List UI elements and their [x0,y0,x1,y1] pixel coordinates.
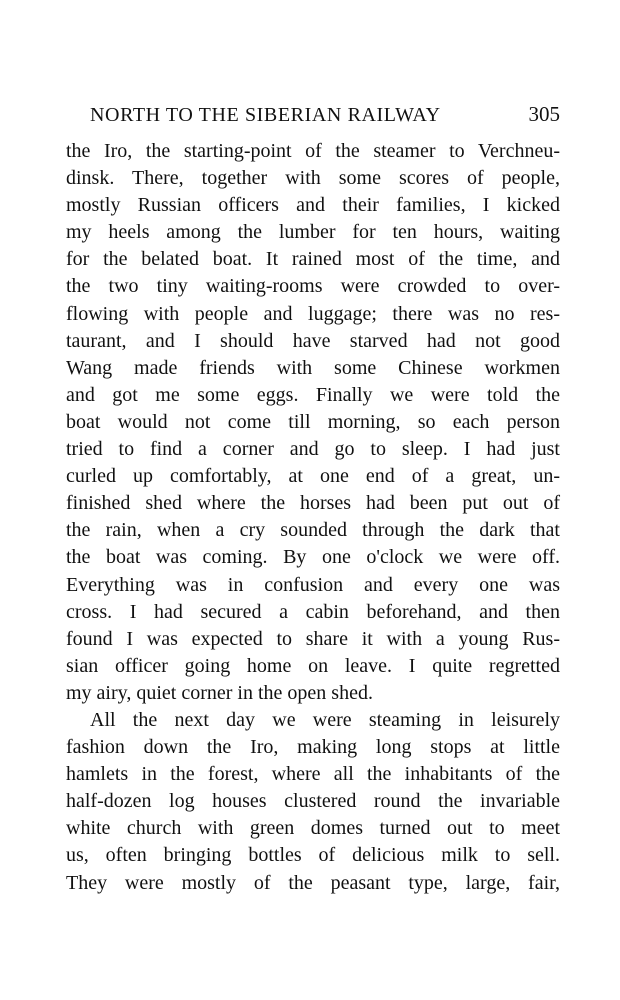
text-line: found I was expected to share it with a young Rus- [66,627,560,650]
text-line: the Iro, the starting-point of the steamer to Verchneu- [66,140,560,162]
text-line: All the next day we were steaming in leisurely [90,708,560,731]
text-line: my heels among the lumber for ten hours, waiting [66,221,560,244]
paragraph-1 [66,138,560,707]
text-line: curled up comfortably, at one end of a great, un- [66,465,560,488]
text-line: tried to find a corner and go to sleep. I had just [66,438,560,461]
text-line: flowing with people and luggage; there was no res- [66,302,560,325]
text-line: finished shed where the horses had been put out of [66,492,560,515]
paragraph-2 [66,707,560,897]
text-line: sian officer going home on leave. I quite regretted [66,654,560,677]
text-line: the rain, when a cry sounded through the dark that [66,519,560,542]
body-text [66,138,560,897]
text-line: white church with green domes turned out to meet [66,817,560,840]
text-line: They were mostly of the peasant type, large, fair, [66,871,560,894]
text-line: dinsk. There, together with some scores of people, [66,167,560,190]
text-line: the boat was coming. By one o'clock we were off. [66,546,560,569]
text-line: us, often bringing bottles of delicious milk to sell. [66,844,560,867]
text-line: taurant, and I should have starved had not good [66,329,560,352]
text-line: Wang made friends with some Chinese workmen [66,356,560,379]
text-line: for the belated boat. It rained most of the time, and [66,248,560,271]
running-title: NORTH TO THE SIBERIAN RAILWAY [90,104,441,126]
text-line: my airy, quiet corner in the open shed. [66,681,373,704]
text-line: fashion down the Iro, making long stops at little [66,736,560,759]
text-line: hamlets in the forest, where all the inhabitants of the [66,763,560,786]
text-line: Everything was in confusion and every one was [66,573,560,596]
text-line: cross. I had secured a cabin beforehand, and then [66,600,560,623]
running-header [90,102,560,127]
text-line: half-dozen log houses clustered round the invariable [66,790,560,813]
text-line: mostly Russian officers and their families, I kicked [66,194,560,217]
text-line: and got me some eggs. Finally we were told the [66,383,560,406]
text-line: boat would not come till morning, so each person [66,410,560,433]
page-number: 305 [528,102,560,126]
text-line: the two tiny waiting-rooms were crowded to over- [66,275,560,298]
